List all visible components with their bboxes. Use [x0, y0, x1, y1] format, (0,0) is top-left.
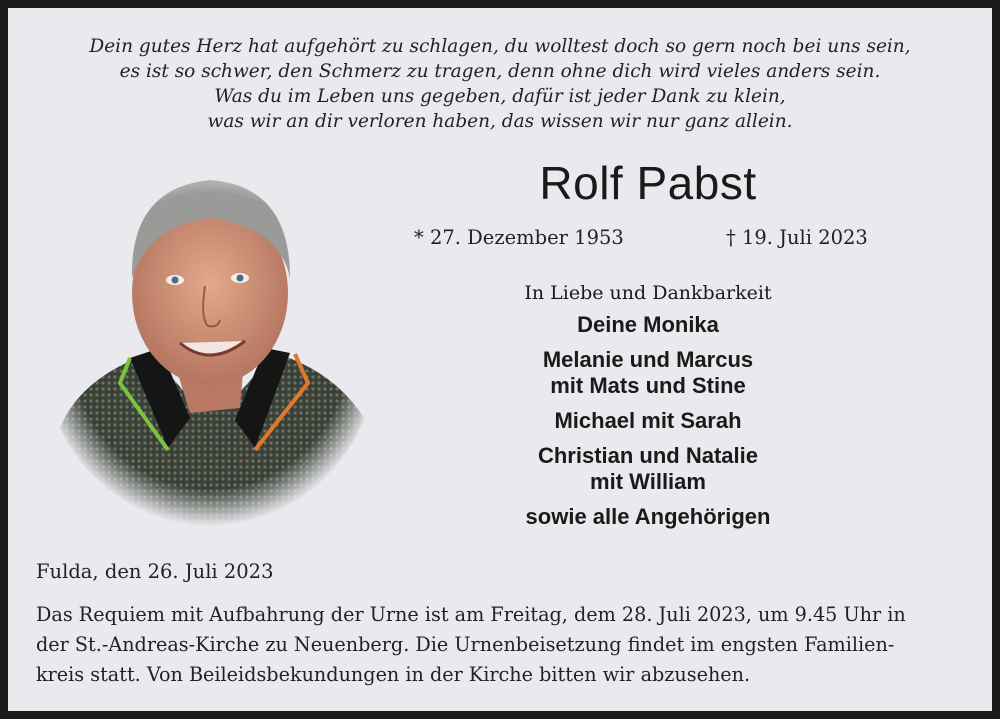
- poem-line: was wir an dir verloren haben, das wissen wir nur ganz allein.: [207, 111, 793, 132]
- mourner-line: Michael mit Sarah: [554, 408, 742, 433]
- obituary-card: [8, 8, 992, 711]
- mourner-group: [448, 347, 848, 399]
- notice-line: kreis statt. Von Beileidsbekundungen in der Kirche bitten wir abzusehen.: [36, 663, 751, 686]
- deceased-name: Rolf Pabst: [539, 157, 757, 209]
- mourner-group: [448, 312, 848, 338]
- poem-line: es ist so schwer, den Schmerz zu tragen, denn ohne dich wird vieles anders sein.: [119, 61, 881, 82]
- poem-line: Was du im Leben uns gegeben, dafür ist jeder Dank zu klein,: [214, 86, 786, 107]
- mourner-line: Christian und Natalie: [537, 443, 759, 468]
- mourner-line: mit Mats und Stine: [550, 373, 746, 398]
- poem: [8, 34, 992, 134]
- birth-date: * 27. Dezember 1953: [414, 226, 624, 249]
- mourner-group: [448, 504, 848, 530]
- death-date: † 19. Juli 2023: [726, 226, 868, 249]
- place-date: Fulda, den 26. Juli 2023: [36, 560, 274, 583]
- notice-line: Das Requiem mit Aufbahrung der Urne ist am Freitag, dem 28. Juli 2023, um 9.45 Uhr in: [36, 603, 906, 626]
- funeral-notice: [36, 600, 976, 690]
- mourners-intro: In Liebe und Dankbarkeit: [524, 282, 772, 304]
- mourners-list: [448, 280, 848, 539]
- mourner-line: mit William: [590, 469, 706, 494]
- notice-line: der St.-Andreas-Kirche zu Neuenberg. Die Urnenbeisetzung findet im engsten Familien-: [36, 633, 895, 656]
- poem-line: Dein gutes Herz hat aufgehört zu schlagen, du wolltest doch so gern noch bei uns sein,: [89, 36, 911, 57]
- mourner-group: [448, 443, 848, 495]
- mourner-line: Deine Monika: [577, 312, 719, 337]
- portrait-photo: [40, 158, 380, 528]
- mourner-line: Melanie und Marcus: [542, 347, 754, 372]
- mourner-line: sowie alle Angehörigen: [525, 504, 771, 529]
- mourner-group: [448, 408, 848, 434]
